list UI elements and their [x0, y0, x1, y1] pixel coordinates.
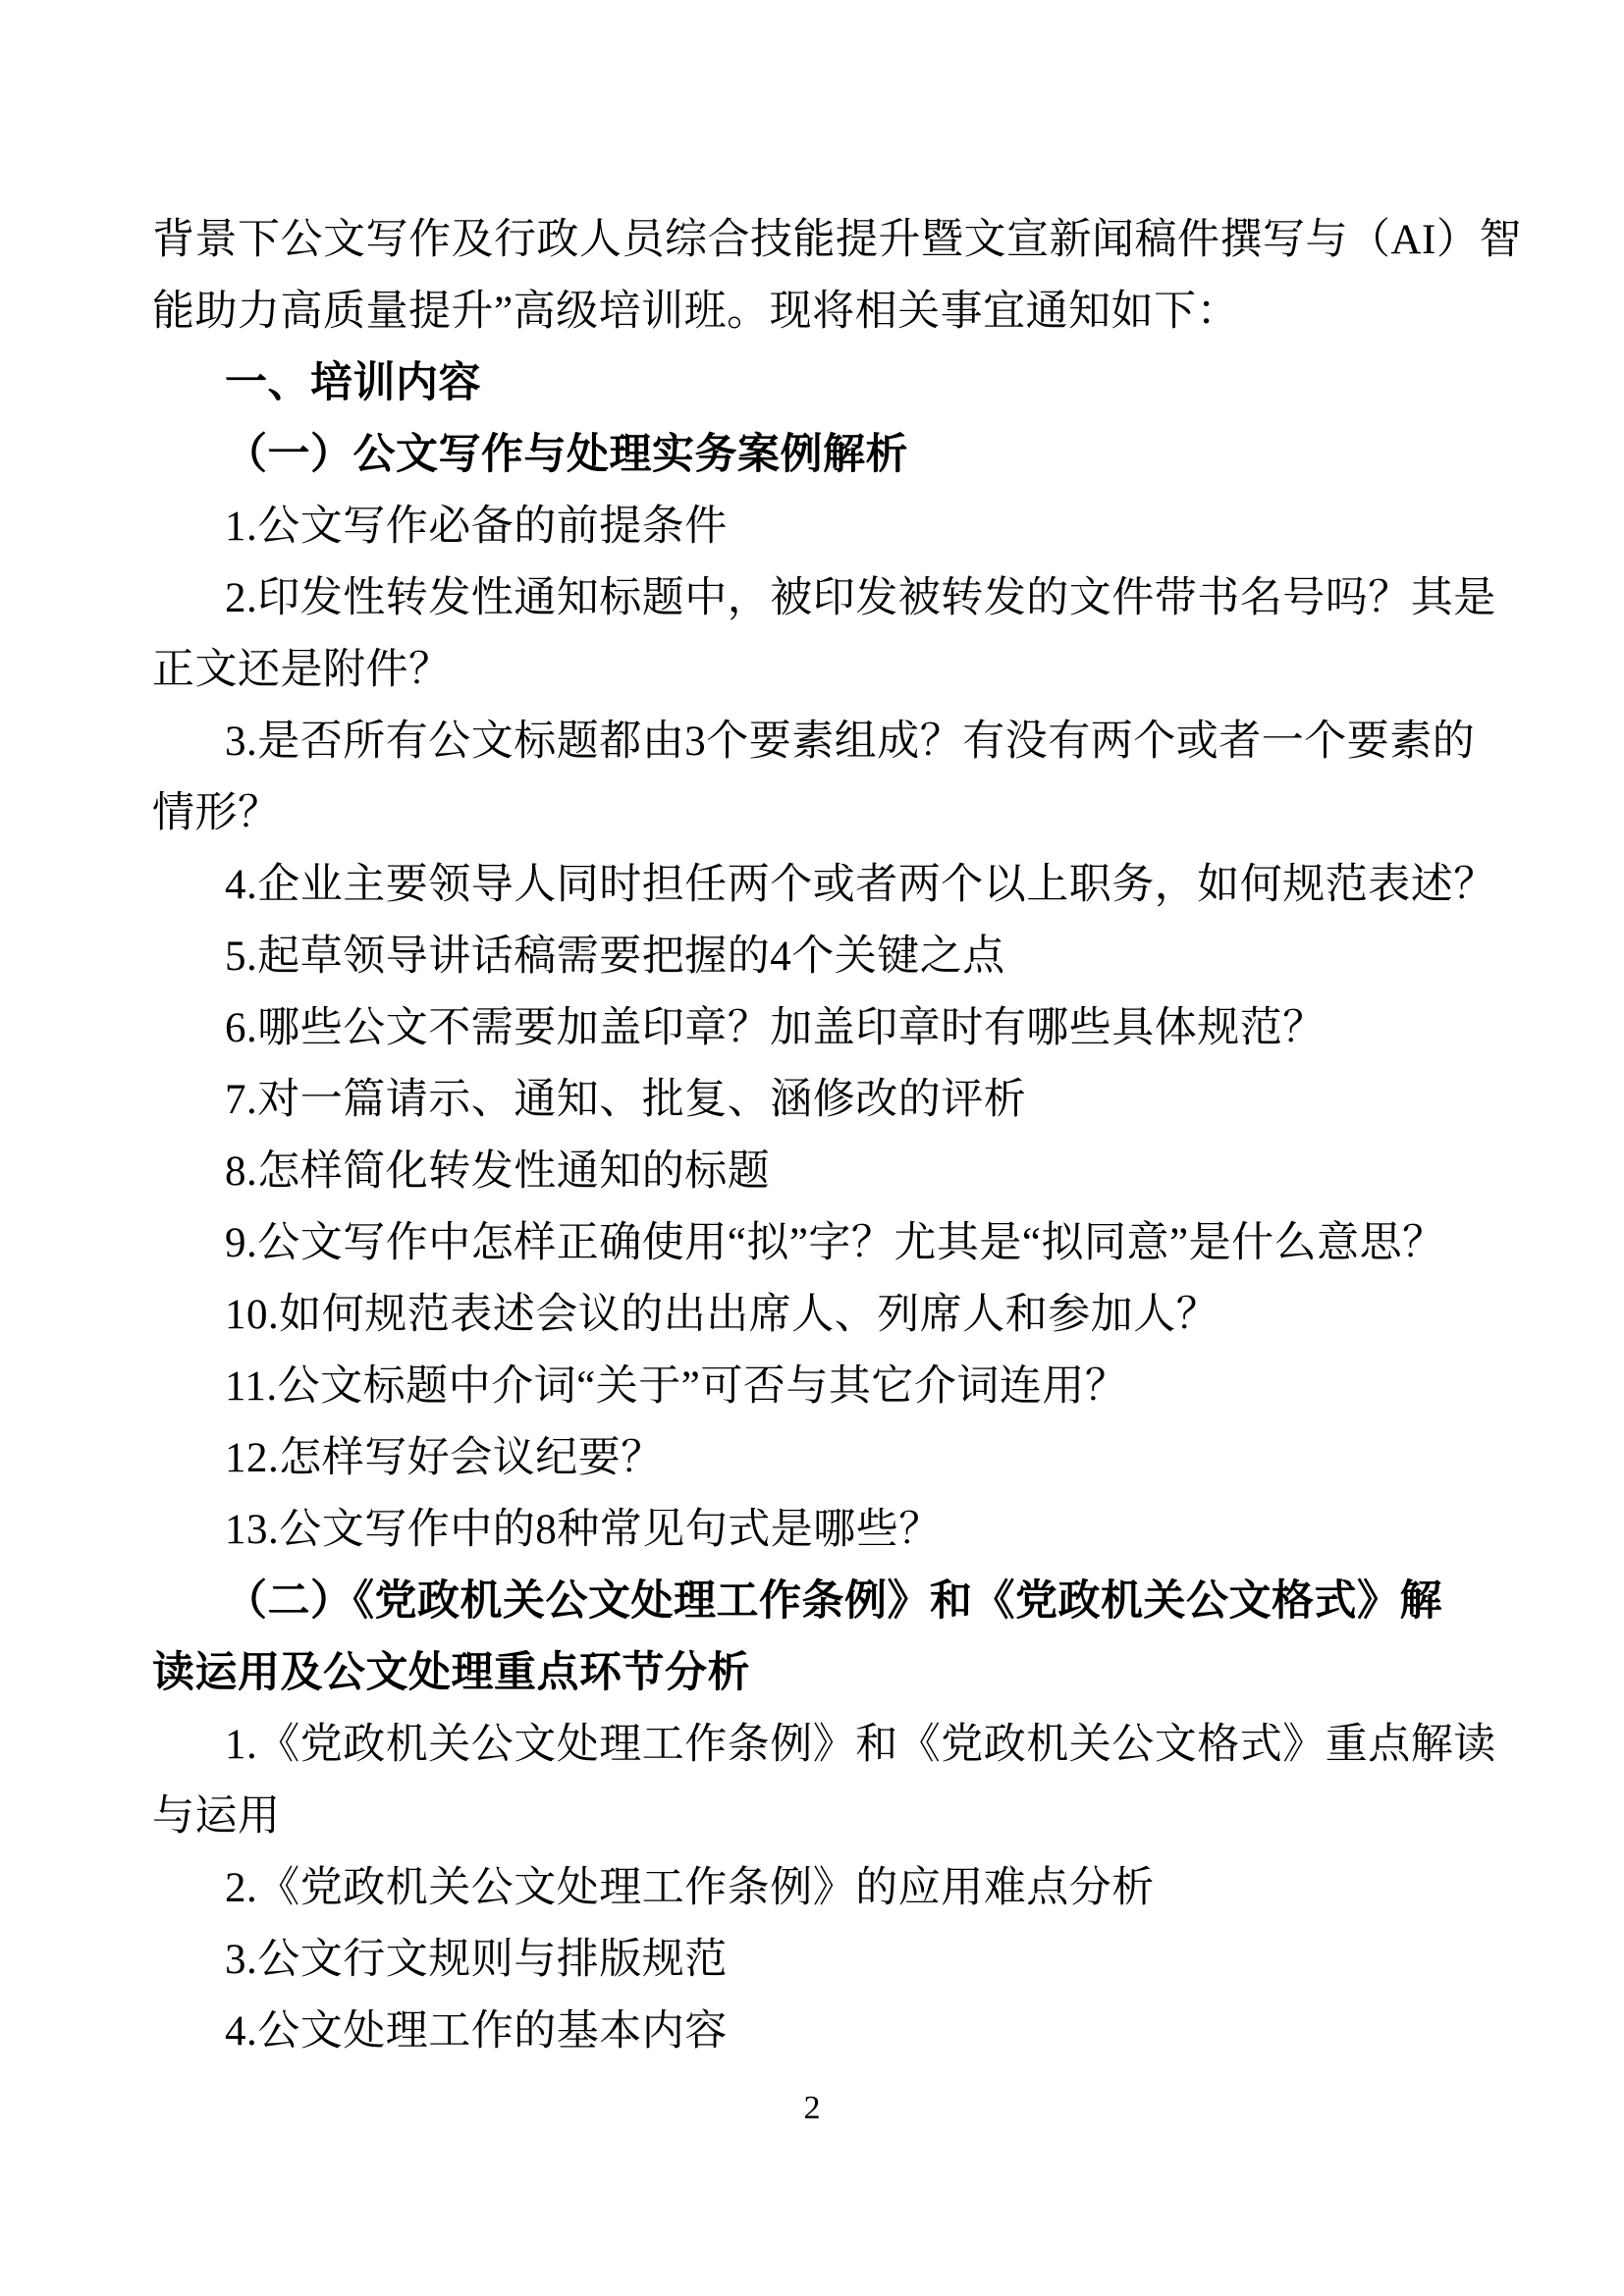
- text-line: 4.企业主要领导人同时担任两个或者两个以上职务，如何规范表述？: [225, 862, 1496, 908]
- text-line: 5.起草领导讲话稿需要把握的4个关键之点: [225, 934, 1005, 980]
- text-line: 2.印发性转发性通知标题中，被印发被转发的文件带书名号吗？其是: [225, 575, 1496, 621]
- text-line: 背景下公文写作及行政人员综合技能提升暨文宣新闻稿件撰写与（AI）智: [152, 217, 1522, 263]
- text-line: 能助力高质量提升”高级培训班。现将相关事宜通知如下：: [152, 289, 1240, 335]
- heading-line: （一）公文写作与处理实务案例解析: [225, 431, 908, 478]
- text-line: 与运用: [152, 1793, 281, 1840]
- text-line: 11.公文标题中介词“关于”可否与其它介词连用？: [225, 1363, 1128, 1410]
- page-number: 2: [803, 2090, 821, 2126]
- text-line: 13.公文写作中的8种常见句式是哪些？: [225, 1507, 942, 1553]
- text-line: 7.对一篇请示、通知、批复、涵修改的评析: [225, 1077, 1027, 1123]
- heading-line: 一、培训内容: [225, 359, 481, 406]
- text-line: 正文还是附件？: [152, 647, 452, 693]
- text-line: 情形？: [152, 790, 281, 836]
- text-line: 3.公文行文规则与排版规范: [225, 1937, 728, 1983]
- text-line: 1.公文写作必备的前提条件: [225, 504, 728, 550]
- text-line: 2.《党政机关公文处理工作条例》的应用难点分析: [225, 1865, 1155, 1911]
- heading-line: 读运用及公文处理重点环节分析: [152, 1649, 750, 1696]
- heading-line: （二）《党政机关公文处理工作条例》和《党政机关公文格式》解: [225, 1577, 1442, 1625]
- text-line: 10.如何规范表述会议的出出席人、列席人和参加人？: [225, 1292, 1219, 1338]
- text-line: 6.哪些公文不需要加盖印章？加盖印章时有哪些具体规范？: [225, 1005, 1326, 1051]
- document-body: [152, 204, 1522, 2067]
- text-line: 3.是否所有公文标题都由3个要素组成？有没有两个或者一个要素的: [225, 719, 1476, 765]
- text-line: 4.公文处理工作的基本内容: [225, 2008, 728, 2055]
- text-line: 12.怎样写好会议纪要？: [225, 1435, 664, 1481]
- text-line: 8.怎样简化转发性通知的标题: [225, 1148, 771, 1195]
- text-line: 9.公文写作中怎样正确使用“拟”字？尤其是“拟同意”是什么意思？: [225, 1220, 1445, 1266]
- text-line: 1.《党政机关公文处理工作条例》和《党政机关公文格式》重点解读: [225, 1722, 1496, 1768]
